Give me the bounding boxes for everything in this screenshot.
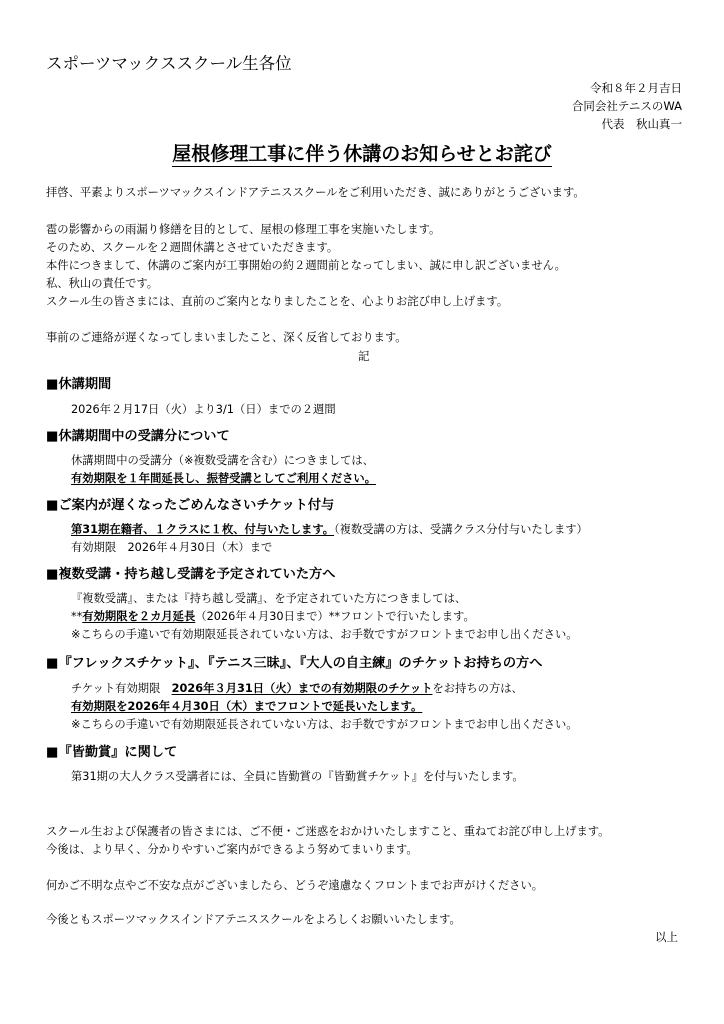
addressee: スポーツマックススクール生各位 (46, 54, 292, 73)
ticket-holders-bold: 2026年３月31日（火）までの有効期限のチケット (171, 682, 433, 695)
issue-date: 令和８年２月吉日 (590, 81, 682, 95)
apology-ticket-note: （複数受講の方は、受講クラス分付与いたします） (334, 523, 588, 536)
section-heading-apology-ticket: ■ご案内が遅くなったごめんなさいチケット付与 (46, 498, 335, 513)
closing-line-2: 今後は、より早く、分かりやすいご案内ができるよう努めてまいります。 (46, 843, 418, 856)
multiple-lessons-rest: （2026年４月30日まで）**フロントで行いたします。 (195, 610, 475, 623)
ticket-holders-line-2: 有効期限を2026年４月30日（木）までフロントで延長いたします。 (71, 700, 423, 713)
apology-line: 事前のご連絡が遅くなってしまいましたこと、深く反省しております。 (46, 331, 407, 344)
notice-title (0, 139, 724, 166)
ticket-holders-rest: をお持ちの方は、 (432, 682, 523, 695)
body-line-3: 本件につきまして、休講のご案内が工事開始の約２週間前となってしまい、誠に申し訳ございません。 (46, 259, 566, 272)
closing-line-4: 今後ともスポーツマックスインドアテニススクールをよろしくお願いいたします。 (46, 913, 461, 926)
ticket-holders-line-1 (71, 680, 523, 696)
ijo-end-mark: 以上 (655, 930, 678, 944)
body-line-2: そのため、スクールを２週間休講とさせていただきます。 (46, 241, 339, 254)
body-line-4: 私、秋山の責任です。 (46, 277, 159, 290)
multiple-lessons-line-1: 『複数受講』、または『持ち越し受講』、を予定されていた方につきましては、 (71, 592, 467, 605)
multiple-lessons-prefix: ** (71, 610, 83, 623)
closing-line-1: スクール生および保護者の皆さまには、ご不便・ご迷惑をおかけいたしますこと、重ねてお詫び申し上げます。 (46, 825, 610, 838)
multiple-lessons-line-2 (71, 608, 475, 624)
lessons-line-1: 休講期間中の受講分（※複数受講を含む）につきましては、 (71, 454, 374, 467)
body-line-5: スクール生の皆さまには、直前のご案内となりましたことを、心よりお詫び申し上げます。 (46, 295, 509, 308)
attendance-award-text: 第31期の大人クラス受講者には、全員に皆勤賞の『皆勤賞チケット』を付与いたします。 (71, 770, 524, 783)
ticket-holders-note: ※こちらの手違いで有効期限延長されていない方は、お手数ですがフロントまでお申し出ください。 (71, 718, 578, 731)
lessons-line-2: 有効期限を１年間延長し、振替受講としてご利用ください。 (71, 472, 377, 485)
apology-ticket-line-1 (71, 521, 588, 537)
apology-ticket-bold: 第31期在籍者、１クラスに１枚、付与いたします。 (71, 523, 335, 536)
section-heading-attendance-award: ■『皆勤賞』に関して (46, 745, 178, 760)
ki-marker: 記 (358, 349, 370, 363)
section-heading-multiple-lessons: ■複数受講・持ち越し受講を予定されていた方へ (46, 567, 336, 582)
multiple-lessons-bold: 有効期限を２カ月延長 (82, 610, 196, 623)
section-heading-closure-period: ■休講期間 (46, 377, 112, 392)
company-name: 合同会社テニスのWA (571, 99, 682, 113)
closure-period-text: 2026年２月17日（火）より3/1（日）までの２週間 (71, 403, 336, 416)
multiple-lessons-note: ※こちらの手違いで有効期限延長されていない方は、お手数ですがフロントまでお申し出ください。 (71, 628, 578, 641)
greeting: 拝啓、平素よりスポーツマックスインドアテニススクールをご利用いただき、誠にありがとうございます。 (46, 186, 585, 199)
closing-line-3: 何かご不明な点やご不安な点がございましたら、どうぞ遠慮なくフロントまでお声がけください。 (46, 879, 544, 892)
section-heading-ticket-holders: ■『フレックスチケット』、『テニス三昧』、『大人の自主練』のチケットお持ちの方へ (46, 656, 543, 671)
representative: 代表 秋山真一 (601, 117, 682, 131)
notice-title-text: 屋根修理工事に伴う休講のお知らせとお詫び (172, 143, 552, 165)
apology-ticket-expiry: 有効期限 2026年４月30日（木）まで (71, 541, 273, 554)
body-line-1: 雹の影響からの雨漏り修繕を目的として、屋根の修理工事を実施いたします。 (46, 223, 441, 236)
ticket-holders-prefix: チケット有効期限 (71, 682, 172, 695)
section-heading-lessons: ■休講期間中の受講分について (46, 429, 230, 444)
